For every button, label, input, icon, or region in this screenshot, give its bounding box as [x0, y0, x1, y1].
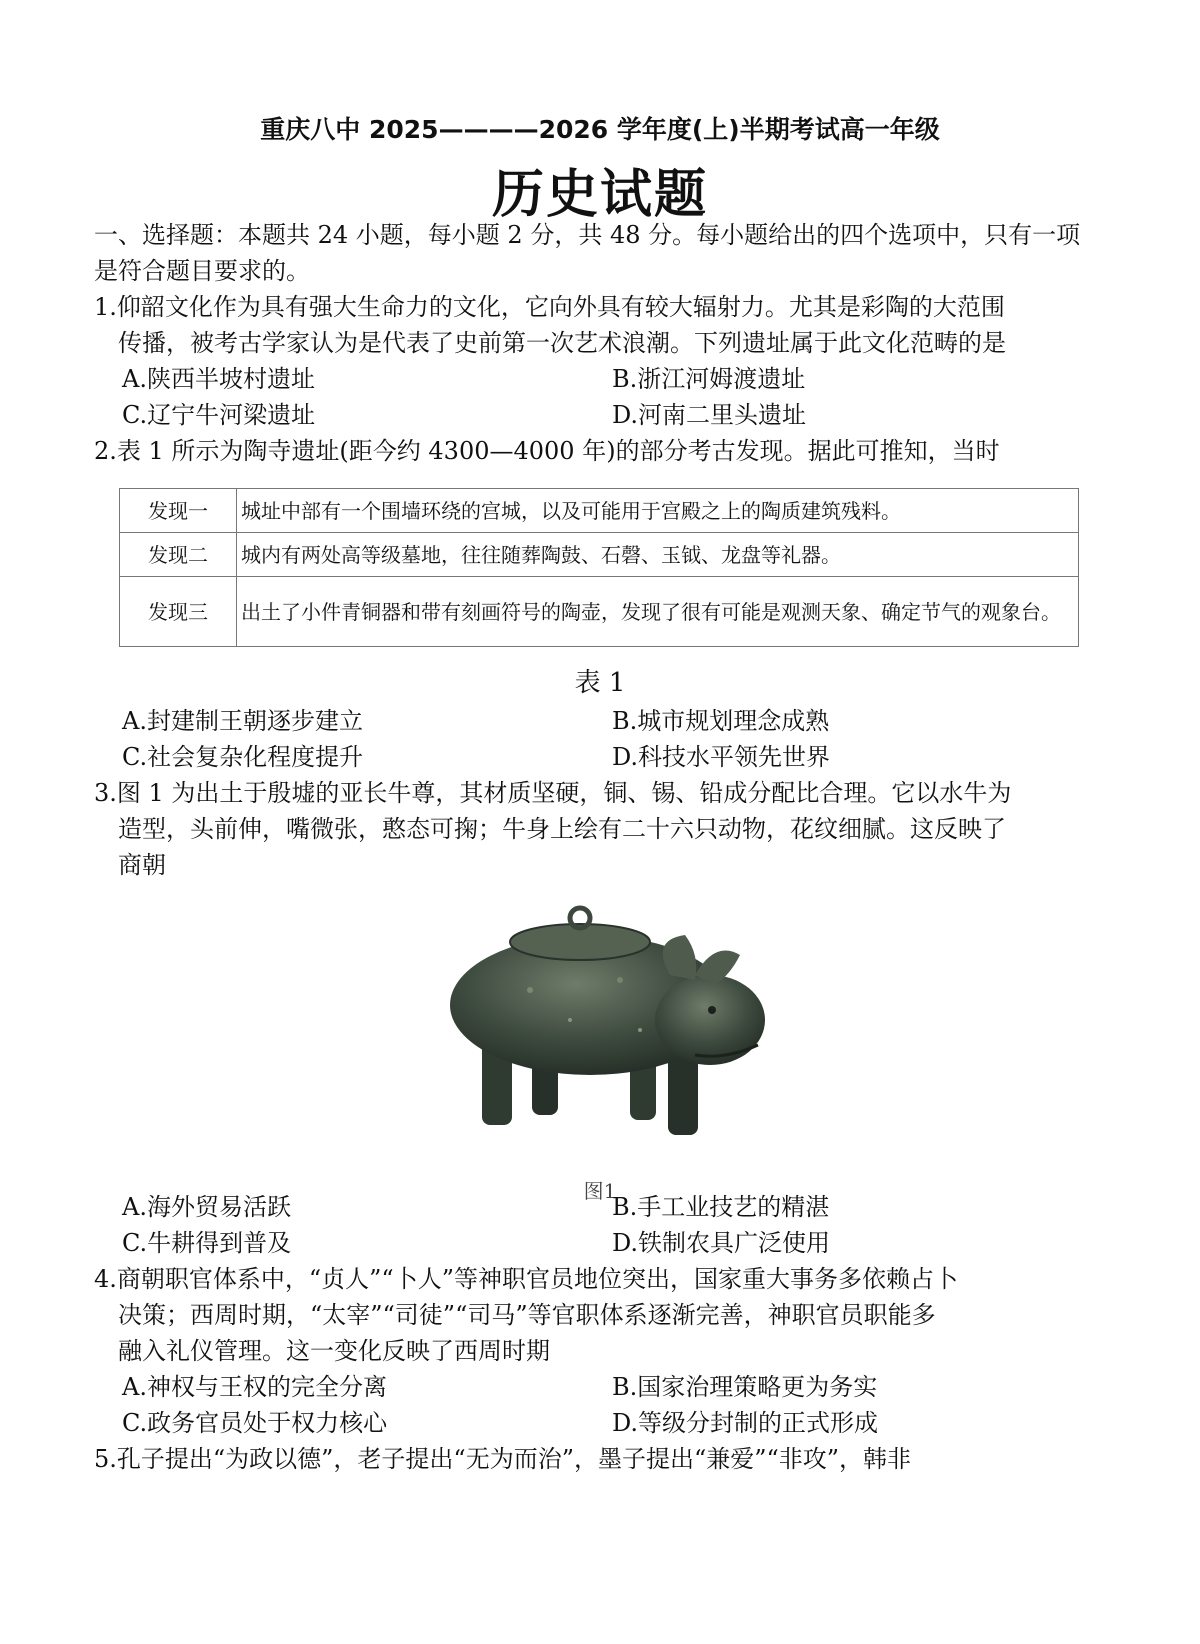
q1-stem-line1: 1.仰韶文化作为具有强大生命力的文化，它向外具有较大辐射力。尤其是彩陶的大范围 — [94, 293, 1005, 321]
exam-header: 重庆八中 2025————2026 学年度(上)半期考试高一年级 — [260, 115, 940, 144]
q2-option-d: D.科技水平领先世界 — [612, 743, 831, 771]
table-caption: 表 1 — [574, 668, 626, 698]
q3-stem-line3: 商朝 — [118, 851, 166, 879]
q2-option-b: B.城市规划理念成熟 — [612, 707, 830, 735]
exam-title: 历史试题 — [491, 165, 708, 225]
q3-stem-line2: 造型，头前伸，嘴微张，憨态可掬；牛身上绘有二十六只动物，花纹细腻。这反映了 — [118, 815, 1006, 843]
q4-option-b: B.国家治理策略更为务实 — [612, 1373, 878, 1401]
q1-option-a: A.陕西半坡村遗址 — [122, 365, 315, 393]
q4-option-c: C.政务官员处于权力核心 — [122, 1409, 388, 1437]
q3-option-c: C.牛耕得到普及 — [122, 1229, 292, 1257]
q1-option-c: C.辽宁牛河梁遗址 — [122, 401, 316, 429]
q1-option-d: D.河南二里头遗址 — [612, 401, 807, 429]
table-row-text: 出土了小件青铜器和带有刻画符号的陶壶，发现了很有可能是观测天象、确定节气的观象台。 — [237, 577, 1079, 647]
q3-option-b: B.手工业技艺的精湛 — [612, 1193, 830, 1221]
q2-option-c: C.社会复杂化程度提升 — [122, 743, 364, 771]
q5-stem-line1: 5.孔子提出“为政以德”，老子提出“无为而治”，墨子提出“兼爱”“非攻”，韩非 — [94, 1445, 912, 1473]
table-row-text: 城内有两处高等级墓地，往往随葬陶鼓、石磬、玉钺、龙盘等礼器。 — [237, 533, 1079, 577]
q3-option-d: D.铁制农具广泛使用 — [612, 1229, 831, 1257]
table-row-text: 城址中部有一个围墙环绕的宫城，以及可能用于宫殿之上的陶质建筑残料。 — [237, 489, 1079, 533]
section-instructions-line1: 一、选择题：本题共 24 小题，每小题 2 分，共 48 分。每小题给出的四个选项中，只有一项 — [94, 221, 1081, 249]
table-row — [120, 533, 1079, 577]
q4-option-d: D.等级分封制的正式形成 — [612, 1409, 879, 1437]
q3-stem-line1: 3.图 1 为出土于殷墟的亚长牛尊，其材质坚硬，铜、锡、铅成分配比合理。它以水牛为 — [94, 779, 1012, 807]
q4-stem-line1: 4.商朝职官体系中，“贞人”“卜人”等神职官员地位突出，国家重大事务多依赖占卜 — [94, 1265, 958, 1293]
table-row-label: 发现一 — [120, 489, 237, 533]
q2-stem-line1: 2.表 1 所示为陶寺遗址(距今约 4300—4000 年)的部分考古发现。据此可推知，当时 — [94, 437, 1000, 465]
table-row-label: 发现三 — [120, 577, 237, 647]
bronze-ox-zun-image — [440, 880, 770, 1150]
q1-option-b: B.浙江河姆渡遗址 — [612, 365, 806, 393]
q4-stem-line3: 融入礼仪管理。这一变化反映了西周时期 — [118, 1337, 550, 1365]
figure-caption: 图1 — [583, 1179, 617, 1203]
section-instructions-line2: 是符合题目要求的。 — [94, 257, 310, 285]
q2-option-a: A.封建制王朝逐步建立 — [122, 707, 363, 735]
table-row-label: 发现二 — [120, 533, 237, 577]
q3-option-a: A.海外贸易活跃 — [122, 1193, 291, 1221]
q4-option-a: A.神权与王权的完全分离 — [122, 1373, 387, 1401]
table-row — [120, 489, 1079, 533]
q1-stem-line2: 传播，被考古学家认为是代表了史前第一次艺术浪潮。下列遗址属于此文化范畴的是 — [118, 329, 1006, 357]
table-row — [120, 577, 1079, 647]
findings-table — [119, 488, 1079, 647]
q4-stem-line2: 决策；西周时期，“太宰”“司徒”“司马”等官职体系逐渐完善，神职官员职能多 — [118, 1301, 936, 1329]
